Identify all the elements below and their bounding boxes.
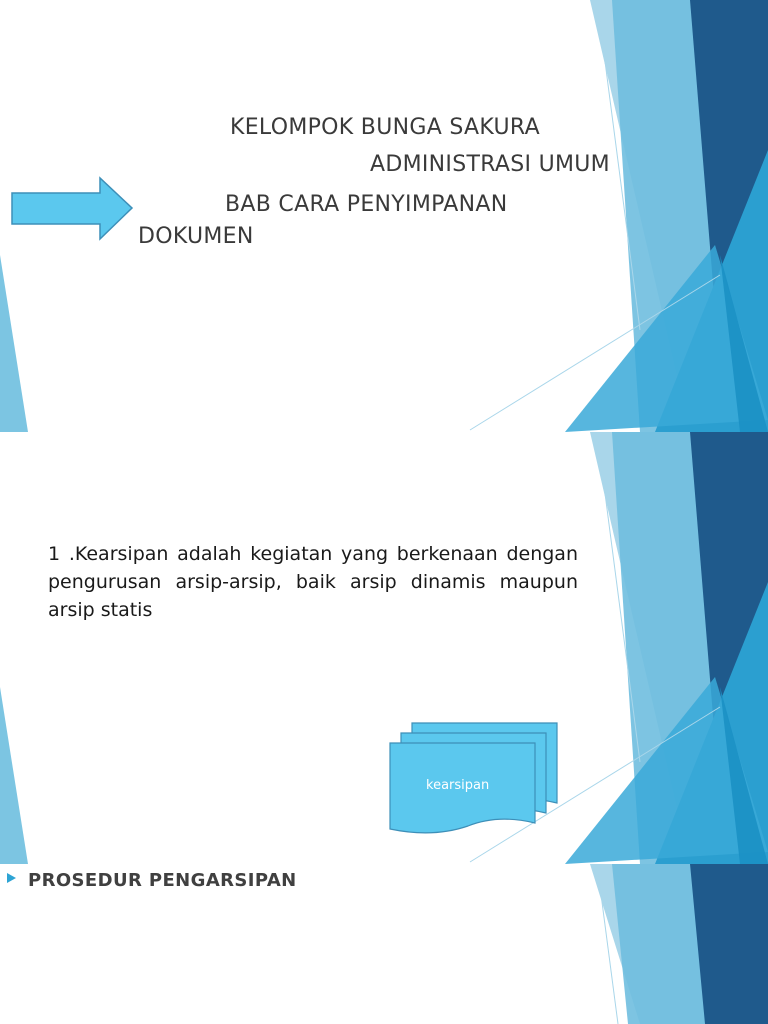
group-name-title: KELOMPOK BUNGA SAKURA: [230, 115, 540, 140]
slide-2: [0, 432, 768, 864]
right-arrow-icon: [12, 178, 132, 239]
left-edge-triangle: [0, 255, 28, 432]
slide-3: [0, 864, 768, 1024]
bullet-triangle-icon: [7, 873, 16, 883]
slide-1: [0, 0, 768, 432]
slide-2-decoration: [0, 432, 768, 864]
left-edge-triangle: [0, 687, 28, 864]
chapter-title-line2: DOKUMEN: [138, 224, 254, 249]
kearsipan-definition: 1 .Kearsipan adalah kegiatan yang berkenaan dengan pengurusan arsip-arsip, baik arsip dinamis maupun arsip statis: [48, 543, 578, 621]
chapter-title-line1: BAB CARA PENYIMPANAN: [225, 192, 508, 217]
document-shape-label: kearsipan: [426, 778, 490, 793]
procedure-heading: PROSEDUR PENGARSIPAN: [28, 870, 297, 891]
subject-title: ADMINISTRASI UMUM: [370, 152, 610, 177]
